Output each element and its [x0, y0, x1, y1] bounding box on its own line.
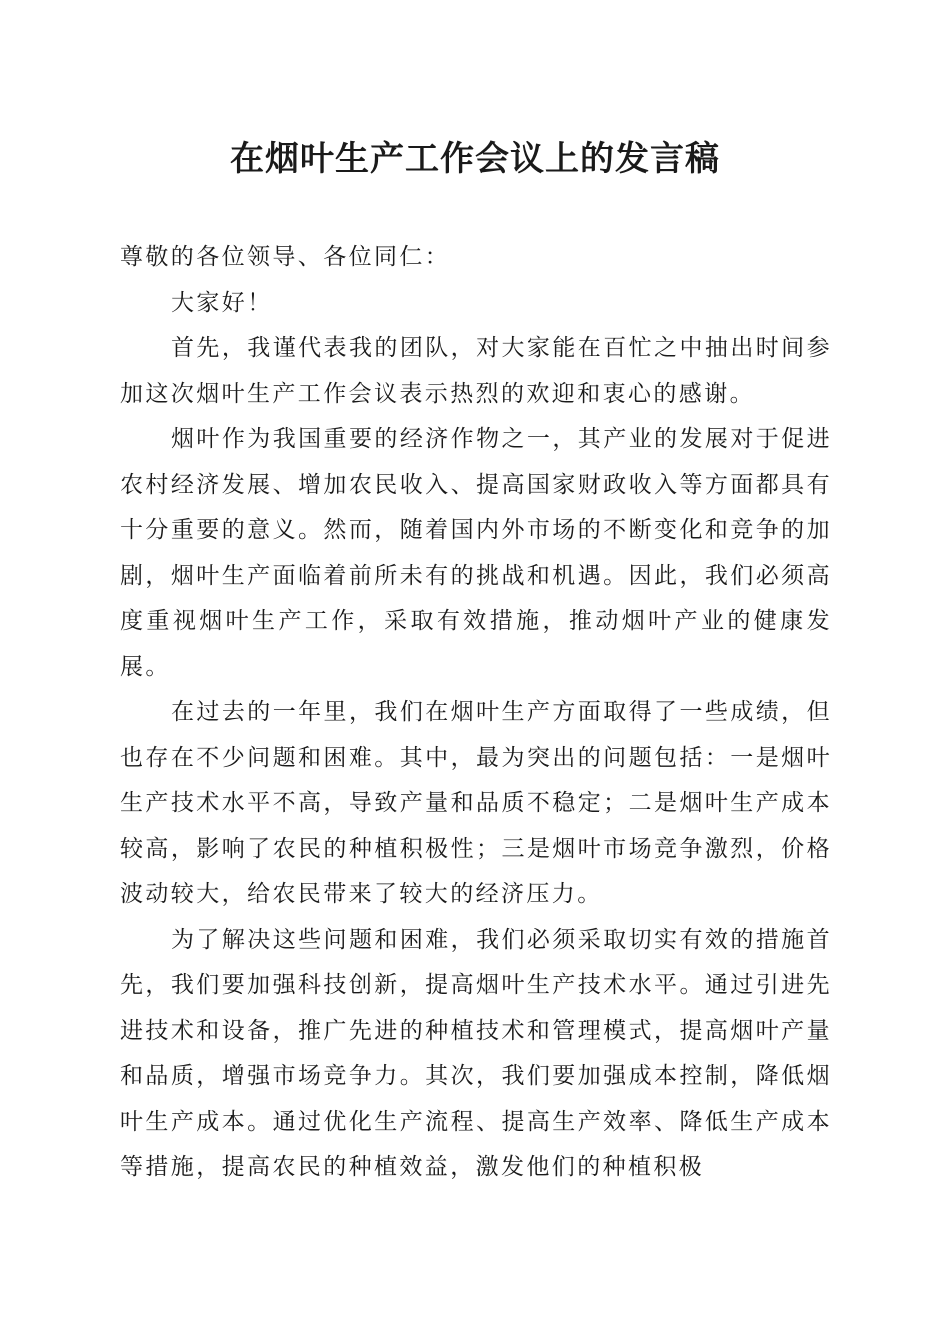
- paragraph-welcome: 首先，我谨代表我的团队，对大家能在百忙之中抽出时间参加这次烟叶生产工作会议表示热烈的欢迎和衷心的感谢。: [120, 335, 832, 407]
- paragraph-problems: 在过去的一年里，我们在烟叶生产方面取得了一些成绩，但也存在不少问题和困难。其中，最为突出的问题包括：一是烟叶生产技术水平不高，导致产量和品质不稳定；二是烟叶生产成本较高，影响了农民的种植积极性；三是烟叶市场竞争激烈，价格波动较大，给农民带来了较大的经济压力。: [120, 699, 832, 907]
- paragraph-measures: 为了解决这些问题和困难，我们必须采取切实有效的措施首先，我们要加强科技创新，提高烟叶生产技术水平。通过引进先进技术和设备，推广先进的种植技术和管理模式，提高烟叶产量和品质，增强市场竞争力。其次，我们要加强成本控制，降低烟叶生产成本。通过优化生产流程、提高生产效率、降低生产成本等措施，提高农民的种植效益，激发他们的种植积极: [120, 926, 832, 1180]
- paragraph-importance: 烟叶作为我国重要的经济作物之一，其产业的发展对于促进农村经济发展、增加农民收入、提高国家财政收入等方面都具有十分重要的意义。然而，随着国内外市场的不断变化和竞争的加剧，烟叶生产面临着前所未有的挑战和机遇。因此，我们必须高度重视烟叶生产工作，采取有效措施，推动烟叶产业的健康发展。: [120, 426, 832, 680]
- salutation: 尊敬的各位领导、各位同仁：: [120, 244, 451, 270]
- paragraph-greeting: 大家好！: [171, 289, 273, 316]
- document-title: 在烟叶生产工作会议上的发言稿: [230, 139, 720, 179]
- document-body: [120, 235, 832, 1191]
